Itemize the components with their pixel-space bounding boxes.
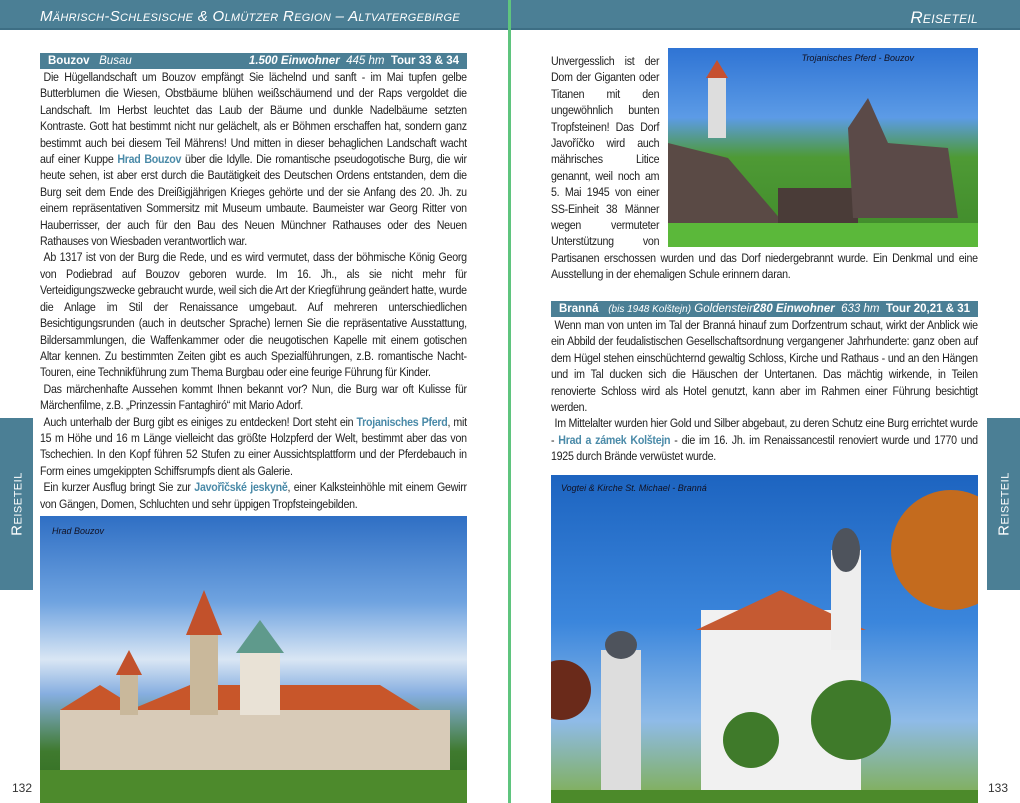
photo-caption: Hrad Bouzov [52,525,105,536]
link-hrad-bouzov[interactable]: Hrad Bouzov [117,152,182,167]
chapter-title: Mährisch-Schlesische & Olmützer Region – Altvatergebirge [40,8,461,25]
town-german-name: Busau [99,55,132,67]
running-header-left [0,0,508,30]
paragraph: Unvergesslich ist der Dom der Giganten oder Titanen mit den ungewöhnlich bunten Tropfsteinen! Das Dorf Javoříčko wird auch mährisches Litice genannt, weil noch am 5. Mai 1945 von einer SS-Einheit 38 Männer wegen vermuteter Unterstützung von Partisanen erschossen wurden und das Dorf niedergebrannt wurde. Ein Denkmal und eine Ausstellung in der ehemaligen Schule erinnern daran. [551,54,978,282]
page-number-left: 132 [12,781,33,795]
text: Ein kurzer Ausflug bringt Sie zur [43,480,195,495]
tour-ref: Tour 20,21 & 31 [885,303,970,315]
link-hrad-a-zamek-kolstejn[interactable]: Hrad a zámek Kolštejn [558,432,671,447]
javoricko-text [551,53,978,283]
section-title: Reiseteil [910,8,978,27]
altitude: 445 hm [346,55,385,67]
branna-text [551,317,978,465]
page-number-right: 133 [987,781,1008,795]
castle-illustration [40,535,467,803]
text: , mit 15 m Höhe und 16 m Länge vielleicht das größte Holzpferd der Welt, bestimmt aber das von Tschechien. In den Kopf führen 52 Stufen zu einer Aussichtsplattform und der Pferdebauch in Form eines umgekippten Schiffsrumpfs dient als Galerie. [40,414,467,478]
page-gutter [508,0,511,803]
tour-ref: Tour 33 & 34 [390,55,459,67]
link-trojanisches-pferd[interactable]: Trojanisches Pferd [356,414,448,429]
side-tab-label: Reiseteil [995,472,1012,536]
former-name: (bis 1948 Kolštejn) [608,304,692,315]
paragraph [40,479,467,512]
text: - die im 16. Jh. im Renaissancestil renoviert wurde und 1770 und 1925 durch Brände verwüstet wurde. [551,432,978,464]
link-javoricske-jeskyne[interactable]: Javořîčské jeskyně [194,480,288,495]
altitude: 633 hm [841,303,880,315]
population: 1.500 Einwohner [248,55,340,67]
population: 280 Einwohner [753,303,835,315]
photo-caption: Vogtei & Kirche St. Michael - Branná [561,482,707,493]
running-header-right [511,0,1020,30]
photo-caption: Trojanisches Pferd - Bouzov [801,53,914,63]
photo-branna-church [551,475,978,803]
right-page-column [551,301,978,803]
bouzov-heading-bar [40,53,467,69]
church-illustration [551,475,978,803]
paragraph: Wenn man von unten im Tal der Branná hinauf zum Dorfzentrum schaut, wirkt der Anblick wie ein Abbild der feudalistischen Gesellschaftsordnung vergangener Jahrhunderte: ganz oben auf dem Hügel stehen einschüchternd gewaltig Schloss, Kirche und Rathaus - und an den Hängen und im Tal ducken sich die Häuschen der Untertanen. Das mächtig wirkende, in Teilen renovierte Schloss wird als Hotel genutzt, kann aber im Rahmen einer Führung besichtigt werden. [551,318,978,415]
paragraph [40,69,467,249]
town-german-name: Goldenstein [694,303,756,315]
text: , einer Kalksteinhöhle mit einem Gewirr von Gängen, Domen, Schluchten und sehr üppigen Tropfsteingebilden. [40,480,467,511]
text: über die Idylle. Die romantische pseudogotische Burg, die wir heute sehen, ist aber erst durch die Bautätigkeit des Deutschen Ordens entstanden, dem die Burg seit dem Ende des Dreißigjährigen Krieges gehörte und der sie Anfang des 20. Jh. zu einem repräsentativen Sommersitz mit Museum umbaute. Baumeister war Georg Ritter von Hauberrisser, der auch für den Bau des Neuen Münchner Rathauses oder des Neuen Rathauses von Wiesbaden verantwortlich war. [40,152,467,249]
right-page-top [551,48,978,283]
side-tab-left [0,418,33,590]
text: Auch unterhalb der Burg gibt es einiges zu entdecken! Dort steht ein [43,414,357,429]
side-tab-label: Reiseteil [8,472,25,536]
town-name: Branná [559,303,599,315]
side-tab-right [987,418,1020,590]
paragraph [551,415,978,464]
paragraph [40,414,467,480]
text: Im Mittelalter wurden hier Gold und Silber abgebaut, zu deren Schutz eine Burg errichtet wurde - [551,416,978,447]
photo-hrad-bouzov [40,516,467,803]
bouzov-text [40,69,467,512]
left-page-column [40,53,467,803]
text: Die Hügellandschaft um Bouzov empfängt Sie lächelnd und sanft - im Mai tupfen gelbe Butterblumen die Wiesen, Obstbäume blühen weißschäumend und der Raps vergoldet die Landschaft. Im Herbst leuchtet das Laub der Bäume und dunkle Nadelbäume setzten Kontraste. Gott hat bestimmt nicht nur gelächelt, als er Böhmen erschaffen hat, sondern ganz bestimmt auch bei diesem Teil Mährens! Und mitten in dieser behaglichen Landschaft wacht auf einer Kuppe [40,70,467,167]
paragraph: Das märchenhafte Aussehen kommt Ihnen bekannt vor? Nun, die Burg war oft Kulisse für Märchenfilme, z.B. „Prinzessin Fantaghiró“ mit Mario Adorf. [40,381,467,413]
town-name: Bouzov [48,55,90,67]
branna-heading-bar [551,301,978,317]
paragraph: Ab 1317 ist von der Burg die Rede, und es wird vermutet, dass der böhmische König Georg von Podiebrad auf Bouzov geboren wurde. Im 16. Jh., als sie nicht mehr für Verteidigungszwecke gebraucht wurde, weil sich die Art der Kriegführung geändert hatte, wurde die Anlage im Stil der Renaissance umgebaut. Auf mehreren unterschiedlichen Besichtigungsrunden (auch in deutscher Sprache) lernen Sie die repräsentative Ausstattung, Bildersammlungen, die Waffenkammer oder die neugotischen Kapelle mit einem gotischen Altar kennen. Zu bestimmten Zeiten gibt es auch Spezialführungen, z.B. romantische Nacht-Touren, eine Technikführung zum Thema Burgbau oder eine feurige Führung für Kinder. [40,250,467,380]
